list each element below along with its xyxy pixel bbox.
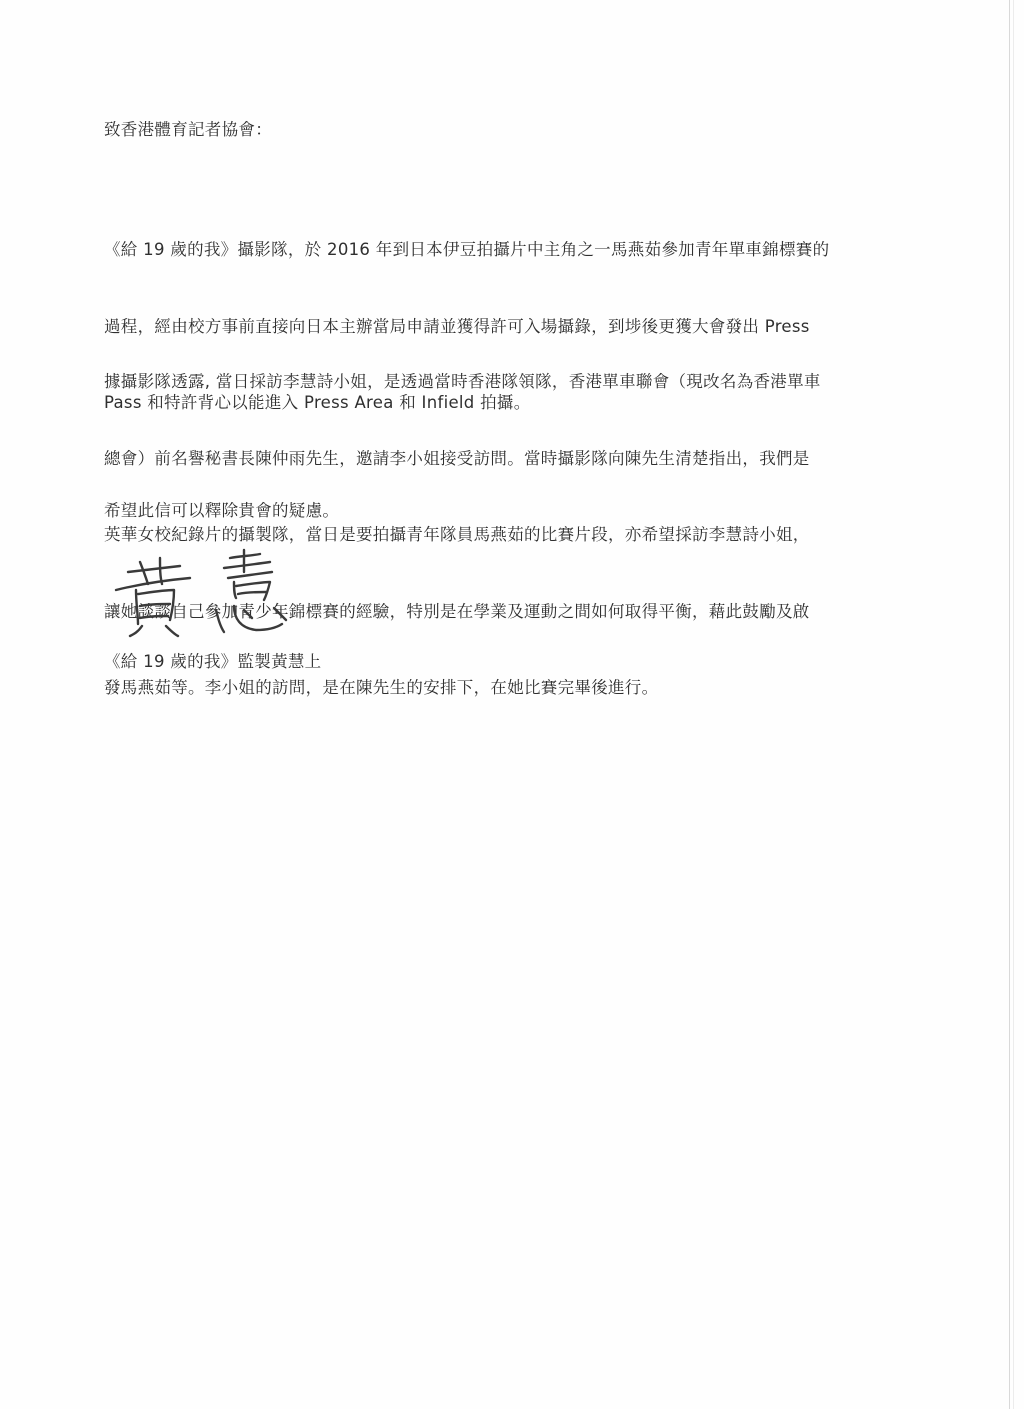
paragraph-2-line: 發馬燕茹等。李小姐的訪問，是在陳先生的安排下，在她比賽完畢後進行。 xyxy=(104,678,659,697)
paragraph-2-line: 英華女校紀錄片的攝製隊，當日是要拍攝青年隊員馬燕茹的比賽片段，亦希望採訪李慧詩小姐， xyxy=(104,525,810,544)
paragraph-1-line: Pass 和特許背心以能進入 Press Area 和 Infield 拍攝。 xyxy=(104,393,531,412)
sign-off: 《給 19 歲的我》監製黃慧上 xyxy=(104,652,322,671)
paragraph-1-line: 《給 19 歲的我》攝影隊，於 2016 年到日本伊豆拍攝片中主角之一馬燕茹參加青年單車錦標賽的 xyxy=(104,240,830,259)
paragraph-2-line: 據攝影隊透露, 當日採訪李慧詩小姐，是透過當時香港隊領隊，香港單車聯會（現改名為香港單車 xyxy=(104,372,821,391)
paragraph-2-line: 總會）前名譽秘書長陳仲雨先生，邀請李小姐接受訪問。當時攝影隊向陳先生清楚指出，我們是 xyxy=(104,448,810,468)
paragraph-2 xyxy=(104,318,884,752)
paragraph-1-line: 過程，經由校方事前直接向日本主辦當局申請並獲得許可入場攝錄，到埗後更獲大會發出 Press xyxy=(104,316,810,336)
salutation: 致香港體育記者協會： xyxy=(104,120,272,139)
handwritten-signature xyxy=(110,548,310,638)
paragraph-2-line: 讓她談談自己參加青少年錦標賽的經驗，特別是在學業及運動之間如何取得平衡，藉此鼓勵及啟 xyxy=(104,601,810,621)
scan-edge-inner xyxy=(1013,0,1014,1409)
closing-line: 希望此信可以釋除貴會的疑慮。 xyxy=(104,501,340,520)
scan-edge xyxy=(1009,0,1010,1409)
